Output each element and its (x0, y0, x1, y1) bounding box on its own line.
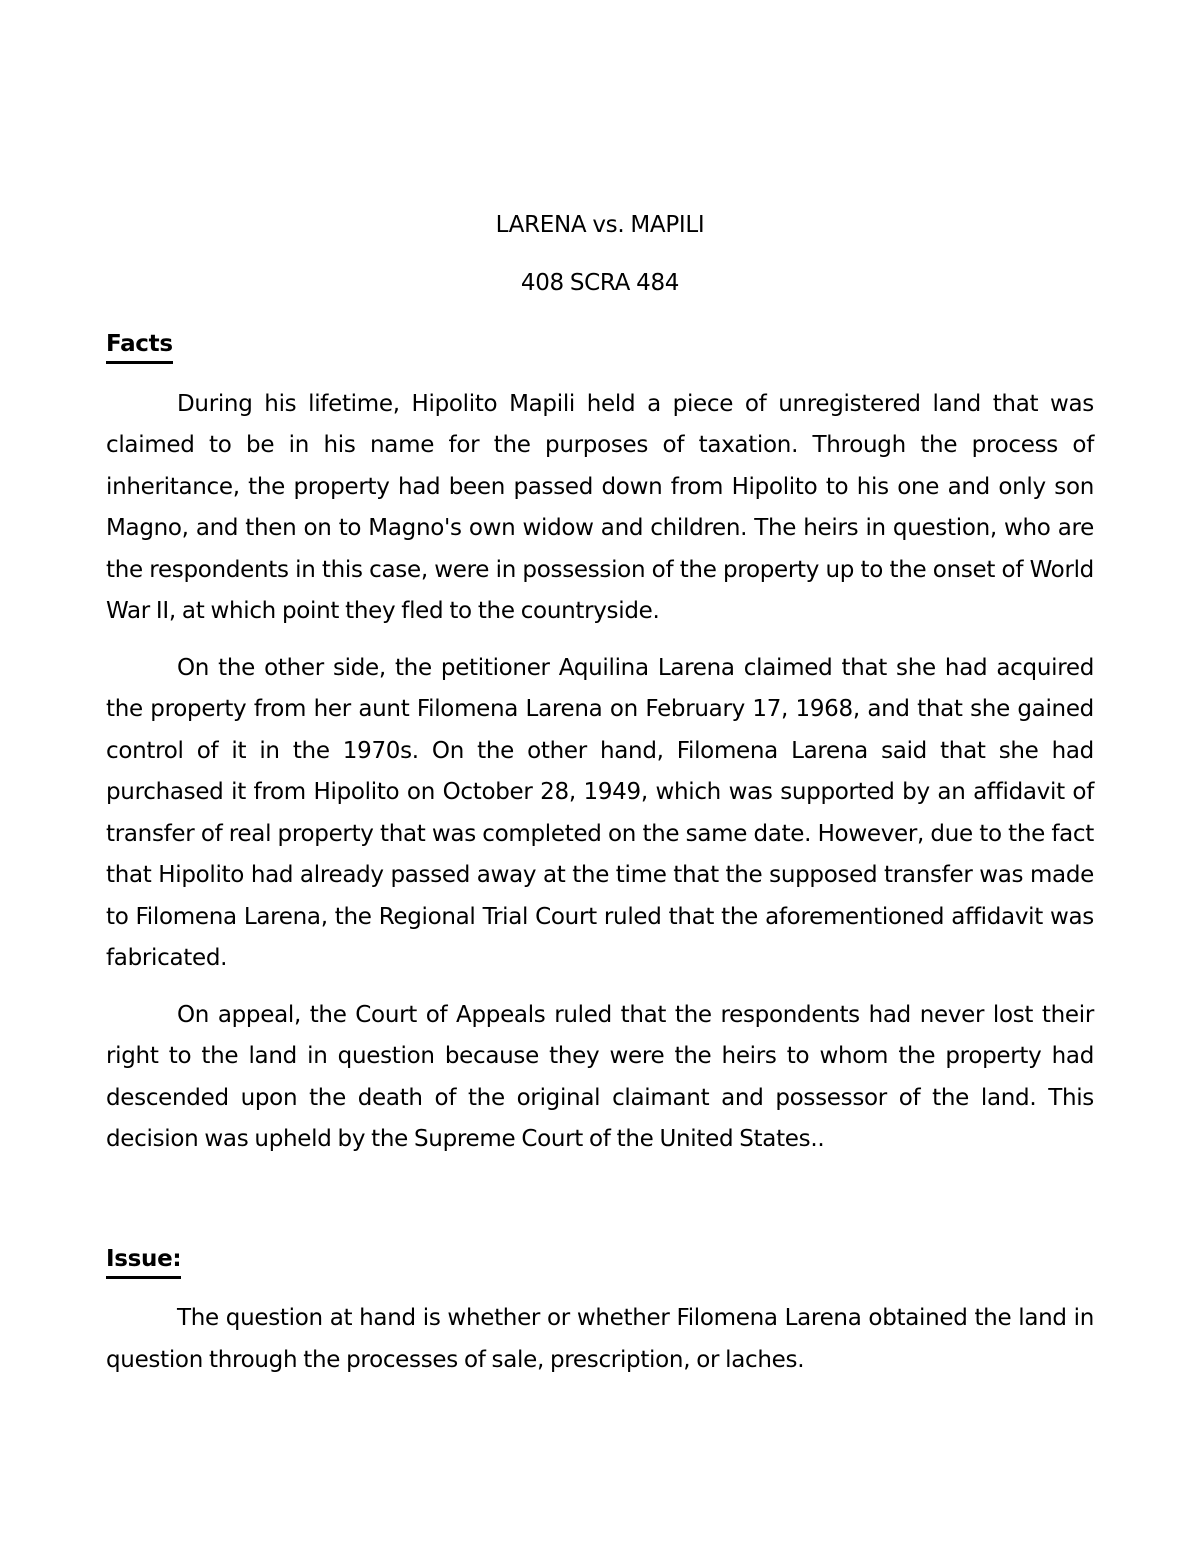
issue-section-header (106, 1239, 1094, 1281)
facts-paragraph-2: On the other side, the petitioner Aquilina Larena claimed that she had acquired the property from her aunt Filomena Larena on February 17, 1968, and that she gained control of it in the 1970s. On the other hand, Filomena Larena said that she had purchased it from Hipolito on October 28, 1949, which was supported by an affidavit of transfer of real property that was completed on the same date. However, due to the fact that Hipolito had already passed away at the time that the supposed transfer was made to Filomena Larena, the Regional Trial Court ruled that the aforementioned affidavit was fabricated. (106, 654, 1094, 971)
facts-heading: Facts (106, 327, 173, 364)
document-body (106, 208, 1094, 1381)
facts-paragraph-1: During his lifetime, Hipolito Mapili held a piece of unregistered land that was claimed to be in his name for the purposes of taxation. Through the process of inheritance, the property had been passed down from Hipolito to his one and only son Magno, and then on to Magno's own widow and children. The heirs in question, who are the respondents in this case, were in possession of the property up to the onset of World War II, at which point they fled to the countryside. (106, 390, 1094, 624)
case-citation: 408 SCRA 484 (520, 270, 680, 296)
case-title: LARENA vs. MAPILI (495, 212, 705, 238)
facts-section-header (106, 324, 1094, 366)
issue-heading: Issue: (106, 1242, 181, 1279)
facts-paragraph-3: On appeal, the Court of Appeals ruled that the respondents had never lost their right to the land in question because they were the heirs to whom the property had descended upon the death of the original claimant and possessor of the land. This decision was upheld by the Supreme Court of the United States.. (106, 1001, 1094, 1152)
issue-paragraph-1: The question at hand is whether or whether Filomena Larena obtained the land in question through the processes of sale, prescription, or laches. (106, 1305, 1094, 1373)
